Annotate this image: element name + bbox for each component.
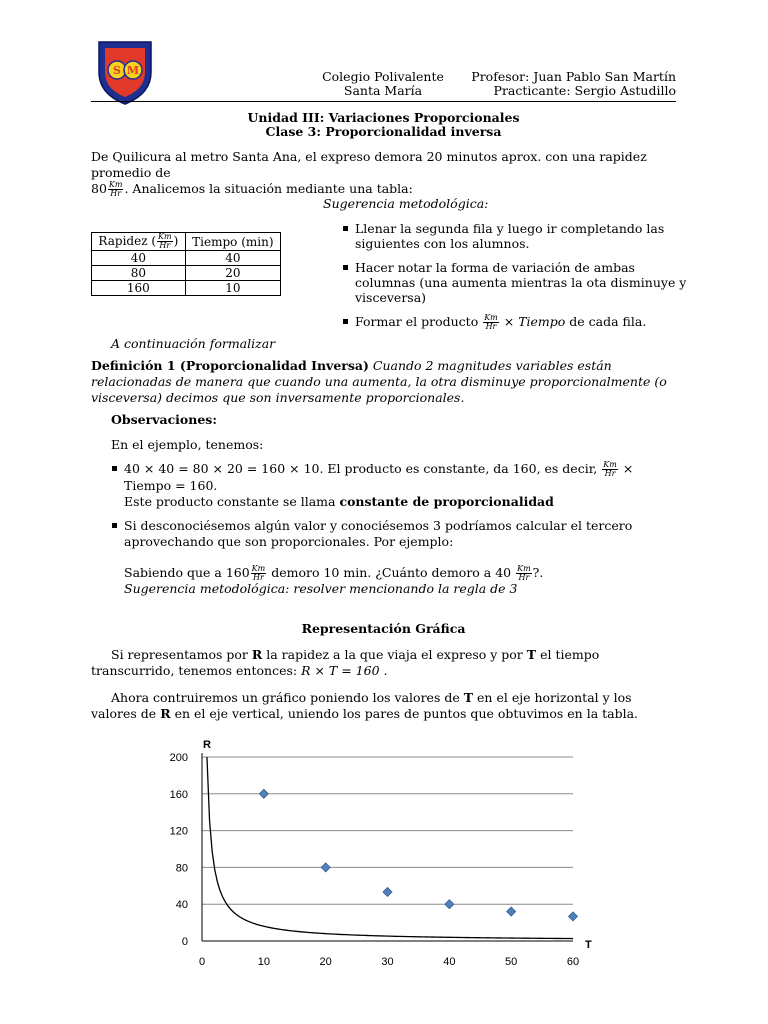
observacion-item-2: Si desconociésemos algún valor y conociésemos 3 podríamos calcular el tercero aprovechando que son proporcionales. Por ejemplo: — [124, 518, 684, 550]
x-tick-label: 30 — [381, 956, 394, 968]
y-axis-label: R — [203, 739, 211, 751]
inverse-proportion-chart — [150, 730, 610, 975]
school-logo — [95, 38, 155, 106]
y-tick-label: 200 — [169, 752, 188, 764]
col-rapidez: Rapidez ( $\frac{Km}{Hr}$ ) — [92, 233, 186, 251]
practicante-name: Practicante: Sergio Astudillo — [493, 83, 676, 98]
intro-speed-value: 80 — [91, 181, 107, 196]
sugerencia-regla-3: Sugerencia metodológica: resolver mencionando la regla de 3 — [124, 581, 518, 596]
definition-label: Definición 1 (Proporcionalidad Inversa) — [91, 358, 369, 373]
definition-block — [91, 358, 681, 406]
y-tick-label: 40 — [175, 899, 188, 912]
x-tick-label: 50 — [505, 956, 518, 968]
sugerencia-list — [355, 221, 690, 331]
data-point — [259, 789, 268, 798]
list-item: Llenar la segunda fila y luego ir completando las siguientes con los alumnos. — [355, 221, 690, 251]
observaciones-title: Observaciones: — [111, 412, 217, 427]
col-tiempo: Tiempo (min) — [185, 233, 280, 251]
data-point — [569, 912, 578, 921]
data-point — [383, 887, 392, 896]
title-line1: Unidad III: Variaciones Proporcionales — [247, 110, 520, 125]
data-point — [507, 907, 516, 916]
title-line2: Clase 3: Proporcionalidad inversa — [265, 124, 502, 139]
table-row: 160 10 — [92, 281, 281, 296]
continuacion-text: A continuación formalizar — [111, 336, 276, 351]
intro-paragraph — [91, 149, 681, 198]
logo-letter-m: M — [126, 64, 140, 77]
constante-line: Este producto constante se llama constante de proporcionalidad — [124, 494, 554, 509]
y-tick-label: 160 — [169, 788, 188, 801]
x-tick-label: 40 — [443, 956, 456, 968]
table-row: 80 20 — [92, 266, 281, 281]
speed-time-table — [91, 232, 281, 296]
school-line2: Santa María — [343, 83, 423, 98]
teacher-name: Profesor: Juan Pablo San Martín — [471, 69, 676, 84]
sabiendo-block: Sabiendo que a 160 $\frac{Km}{Hr}$ demoro 10 min. ¿Cuánto demoro a 40 $\frac{Km}{Hr}$ ?. Sugerencia metodológica: resolver mencionando la regla de 3 — [124, 565, 684, 596]
intro-text-b: . Analicemos la situación mediante una tabla: — [124, 181, 413, 196]
curve-line — [207, 757, 573, 939]
table-row: 40 40 — [92, 251, 281, 266]
logo-letter-s: S — [113, 64, 121, 77]
x-tick-label: 20 — [319, 956, 332, 968]
x-tick-label: 60 — [566, 956, 580, 968]
school-name — [318, 70, 448, 98]
page-title — [91, 111, 676, 139]
y-tick-label: 120 — [169, 825, 188, 838]
list-item: Hacer notar la forma de variación de ambas columnas (una aumenta mientras la ota disminuye y visceversa) — [355, 260, 690, 305]
y-tick-label: 80 — [175, 862, 188, 875]
grafica-paragraph-1: Si representamos por R la rapidez a la que viaja el expreso y por T el tiempo transcurrido, tenemos entonces: R × T = 160 . — [91, 647, 600, 678]
grafica-paragraph-2: Ahora contruiremos un gráfico poniendo los valores de T en el eje horizontal y los valores de R en el eje vertical, uniendo los pares de puntos que obtuvimos en la tabla. — [91, 690, 639, 721]
sugerencia-title: Sugerencia metodológica: — [323, 196, 489, 211]
x-tick-label: 10 — [257, 956, 270, 968]
km-hr-fraction: $\frac{Km}{Hr}$ — [108, 180, 123, 198]
header-right — [471, 70, 676, 98]
definition-text: Cuando 2 magnitudes variables están relacionadas de manera que cuando una aumenta, la otra disminuye proporcionalmente (o visceversa) decimos que son inversamente proporcionales. — [91, 358, 667, 405]
data-point — [445, 900, 454, 909]
school-line1: Colegio Polivalente — [322, 69, 444, 84]
header-rule — [91, 101, 676, 102]
list-item: Formar el producto $\frac{Km}{Hr}$ × Tiempo de cada fila. — [355, 314, 690, 331]
observacion-item-1: 40 × 40 = 80 × 20 = 160 × 10. El producto es constante, da 160, es decir, $\frac{Km}{Hr}$ × Tiempo = 160. — [124, 461, 684, 494]
data-point — [321, 863, 330, 872]
table-header-row — [92, 233, 281, 251]
ejemplo-text: En el ejemplo, tenemos: — [111, 437, 264, 452]
y-tick-label: 0 — [181, 936, 188, 948]
x-axis-label: T — [585, 939, 592, 951]
grafica-title: Representación Gráfica — [301, 621, 466, 636]
intro-text-a: De Quilicura al metro Santa Ana, el expreso demora 20 minutos aprox. con una rapidez promedio de — [91, 149, 647, 180]
x-tick-label: 0 — [198, 956, 206, 968]
